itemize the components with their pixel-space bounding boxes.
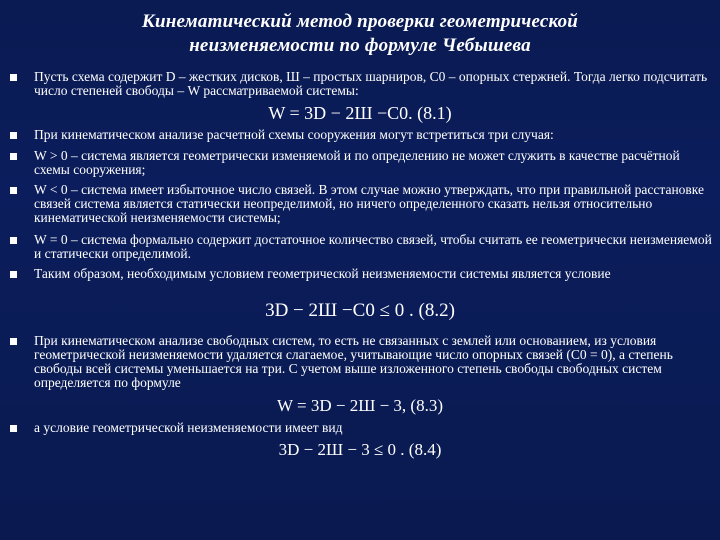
bullet-marker-icon (10, 425, 17, 432)
bullet-text: W = 0 – система формально содержит достаточное количество связей, чтобы считать ее геометрически неизменяемой и статически определимой. (34, 232, 712, 261)
formula-8-2: 3D − 2Ш −С0 ≤ 0 . (8.2) (265, 300, 455, 321)
bullet-marker-icon (10, 153, 17, 160)
formula-8-3: W = 3D − 2Ш − 3, (8.3) (277, 396, 443, 415)
bullet-marker-icon (10, 187, 17, 194)
bullet-marker-icon (10, 74, 17, 81)
title-line-1: Кинематический метод проверки геометрической (141, 11, 579, 32)
bullet-marker-icon (10, 271, 17, 278)
bullet-marker-icon (10, 338, 17, 345)
bullet-text: W > 0 – система является геометрически изменяемой и по определению не может служить в качестве расчётной схемы сооружения; (34, 148, 680, 177)
bullet-text: а условие геометрической неизменяемости имеет вид (34, 420, 343, 435)
bullet-text: При кинематическом анализе свободных систем, то есть не связанных с землей или основанием, из условия геометрической неизменяемости удаляется слагаемое, учитывающие число опорных связей (С0 = 0), а степень свободы всей системы уменьшается на три. С учетом выше изложенного степень свободы свободных систем определяется по формуле (34, 333, 673, 390)
bullet-text: При кинематическом анализе расчетной схемы сооружения могут встретиться три случая: (34, 127, 554, 142)
formula-8-4: 3D − 2Ш − 3 ≤ 0 . (8.4) (278, 440, 442, 459)
bullet-text: Таким образом, необходимым условием геометрической неизменяемости системы является условие (34, 266, 611, 281)
bullet-marker-icon (10, 132, 17, 139)
bullet-marker-icon (10, 237, 17, 244)
title-line-2: неизменяемости по формуле Чебышева (189, 35, 531, 56)
bullet-text: W < 0 – система имеет избыточное число связей. В этом случае можно утверждать, что при правильной расстановке связей система является статически неопределимой, но ничего определенного сказать нельзя относительно кинематической неизменяемости системы; (34, 182, 705, 225)
formula-8-1: W = 3D − 2Ш −С0. (8.1) (268, 103, 452, 123)
bullet-text: Пусть схема содержит D – жестких дисков, Ш – простых шарниров, С0 – опорных стержней. Тогда легко подсчитать число степеней свободы – W рассматриваемой системы: (34, 69, 708, 98)
slide-title (0, 10, 720, 58)
